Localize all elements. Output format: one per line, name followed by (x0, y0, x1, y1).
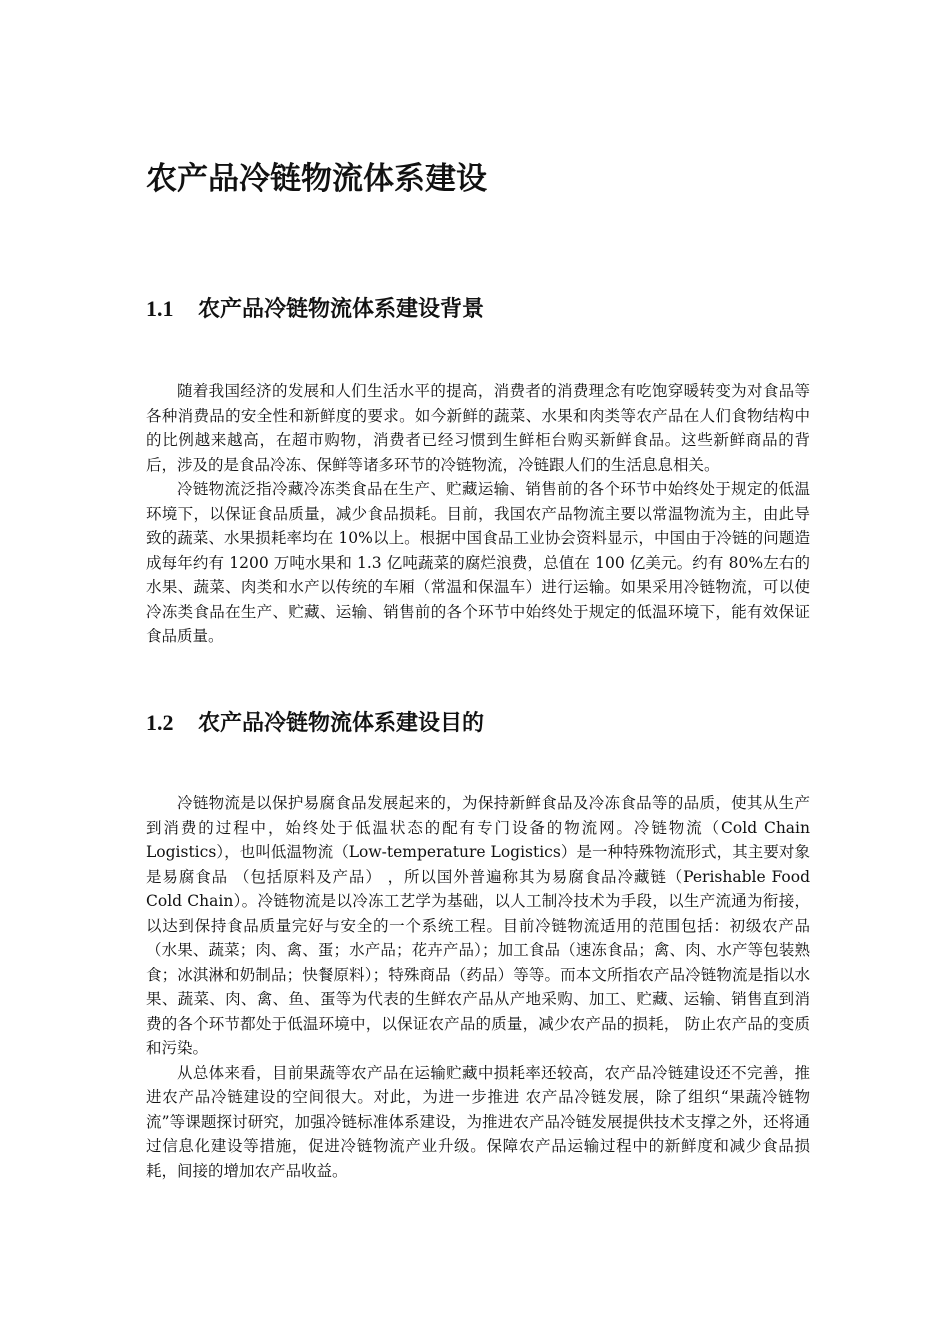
section-title: 农产品冷链物流体系建设目的 (198, 710, 485, 736)
section-body-purpose (146, 791, 810, 1183)
document-title: 农产品冷链物流体系建设 (146, 161, 487, 197)
paragraph: 冷链物流泛指冷藏冷冻类食品在生产、贮藏运输、销售前的各个环节中始终处于规定的低温环境下，以保证食品质量，减少食品损耗。目前，我国农产品物流主要以常温物流为主，由此导致的蔬菜、水果损耗率均在 10%以上。根据中国食品工业协会资料显示，中国由于冷链的问题造成每年约有 1200 万吨水果和 1.3 亿吨蔬菜的腐烂浪费，总值在 100 亿美元。约有 80%左右的水果、蔬菜、肉类和水产以传统的车厢（常温和保温车）进行运输。如果采用冷链物流，可以使冷冻类食品在生产、贮藏、运输、销售前的各个环节中始终处于规定的低温环境下，能有效保证食品质量。 (146, 480, 810, 645)
section-number: 1.1 (146, 296, 174, 321)
section-heading-background (146, 293, 484, 325)
paragraph: 冷链物流是以保护易腐食品发展起来的，为保持新鲜食品及冷冻食品等的品质，使其从生产到消费的过程中，始终处于低温状态的配有专门设备的物流网。冷链物流（Cold Chain Logistics），也叫低温物流（Low-temperature Logistics）是一种特殊物流形式，其主要对象是易腐食品 （包括原料及产品） ，所以国外普遍称其为易腐食品冷藏链（Perishable Food Cold Chain）。冷链物流是以冷冻工艺学为基础，以人工制冷技术为手段，以生产流通为衔接，以达到保持食品质量完好与安全的一个系统工程。目前冷链物流适用的范围包括：初级农产品（水果、蔬菜；肉、禽、蛋；水产品；花卉产品）；加工食品（速冻食品；禽、肉、水产等包装熟食；冰淇淋和奶制品；快餐原料）；特殊商品（药品）等等。而本文所指农产品冷链物流是指以水果、蔬菜、肉、禽、鱼、蛋等为代表的生鲜农产品从产地采购、加工、贮藏、运输、销售直到消费的各个环节都处于低温环境中，以保证农产品的质量，减少农产品的损耗， 防止农产品的变质和污染。 (146, 794, 810, 1057)
paragraph: 随着我国经济的发展和人们生活水平的提高，消费者的消费理念有吃饱穿暖转变为对食品等各种消费品的安全性和新鲜度的要求。如今新鲜的蔬菜、水果和肉类等农产品在人们食物结构中的比例越来越高，在超市购物，消费者已经习惯到生鲜柜台购买新鲜食品。这些新鲜商品的背后，涉及的是食品冷冻、保鲜等诸多环节的冷链物流，冷链跟人们的生活息息相关。 (146, 382, 810, 474)
section-body-background (146, 379, 810, 649)
section-heading-purpose (146, 707, 484, 739)
section-title: 农产品冷链物流体系建设背景 (198, 296, 485, 322)
section-number: 1.2 (146, 710, 174, 735)
paragraph: 从总体来看，目前果蔬等农产品在运输贮藏中损耗率还较高，农产品冷链建设还不完善，推进农产品冷链建设的空间很大。对此，为进一步推进 农产品冷链发展，除了组织“果蔬冷链物流”等课题探讨研究，加强冷链标准体系建设，为推进农产品冷链发展提供技术支撑之外，还将通过信息化建设等措施，促进冷链物流产业升级。保障农产品运输过程中的新鲜度和减少食品损耗，间接的增加农产品收益。 (146, 1063, 810, 1180)
